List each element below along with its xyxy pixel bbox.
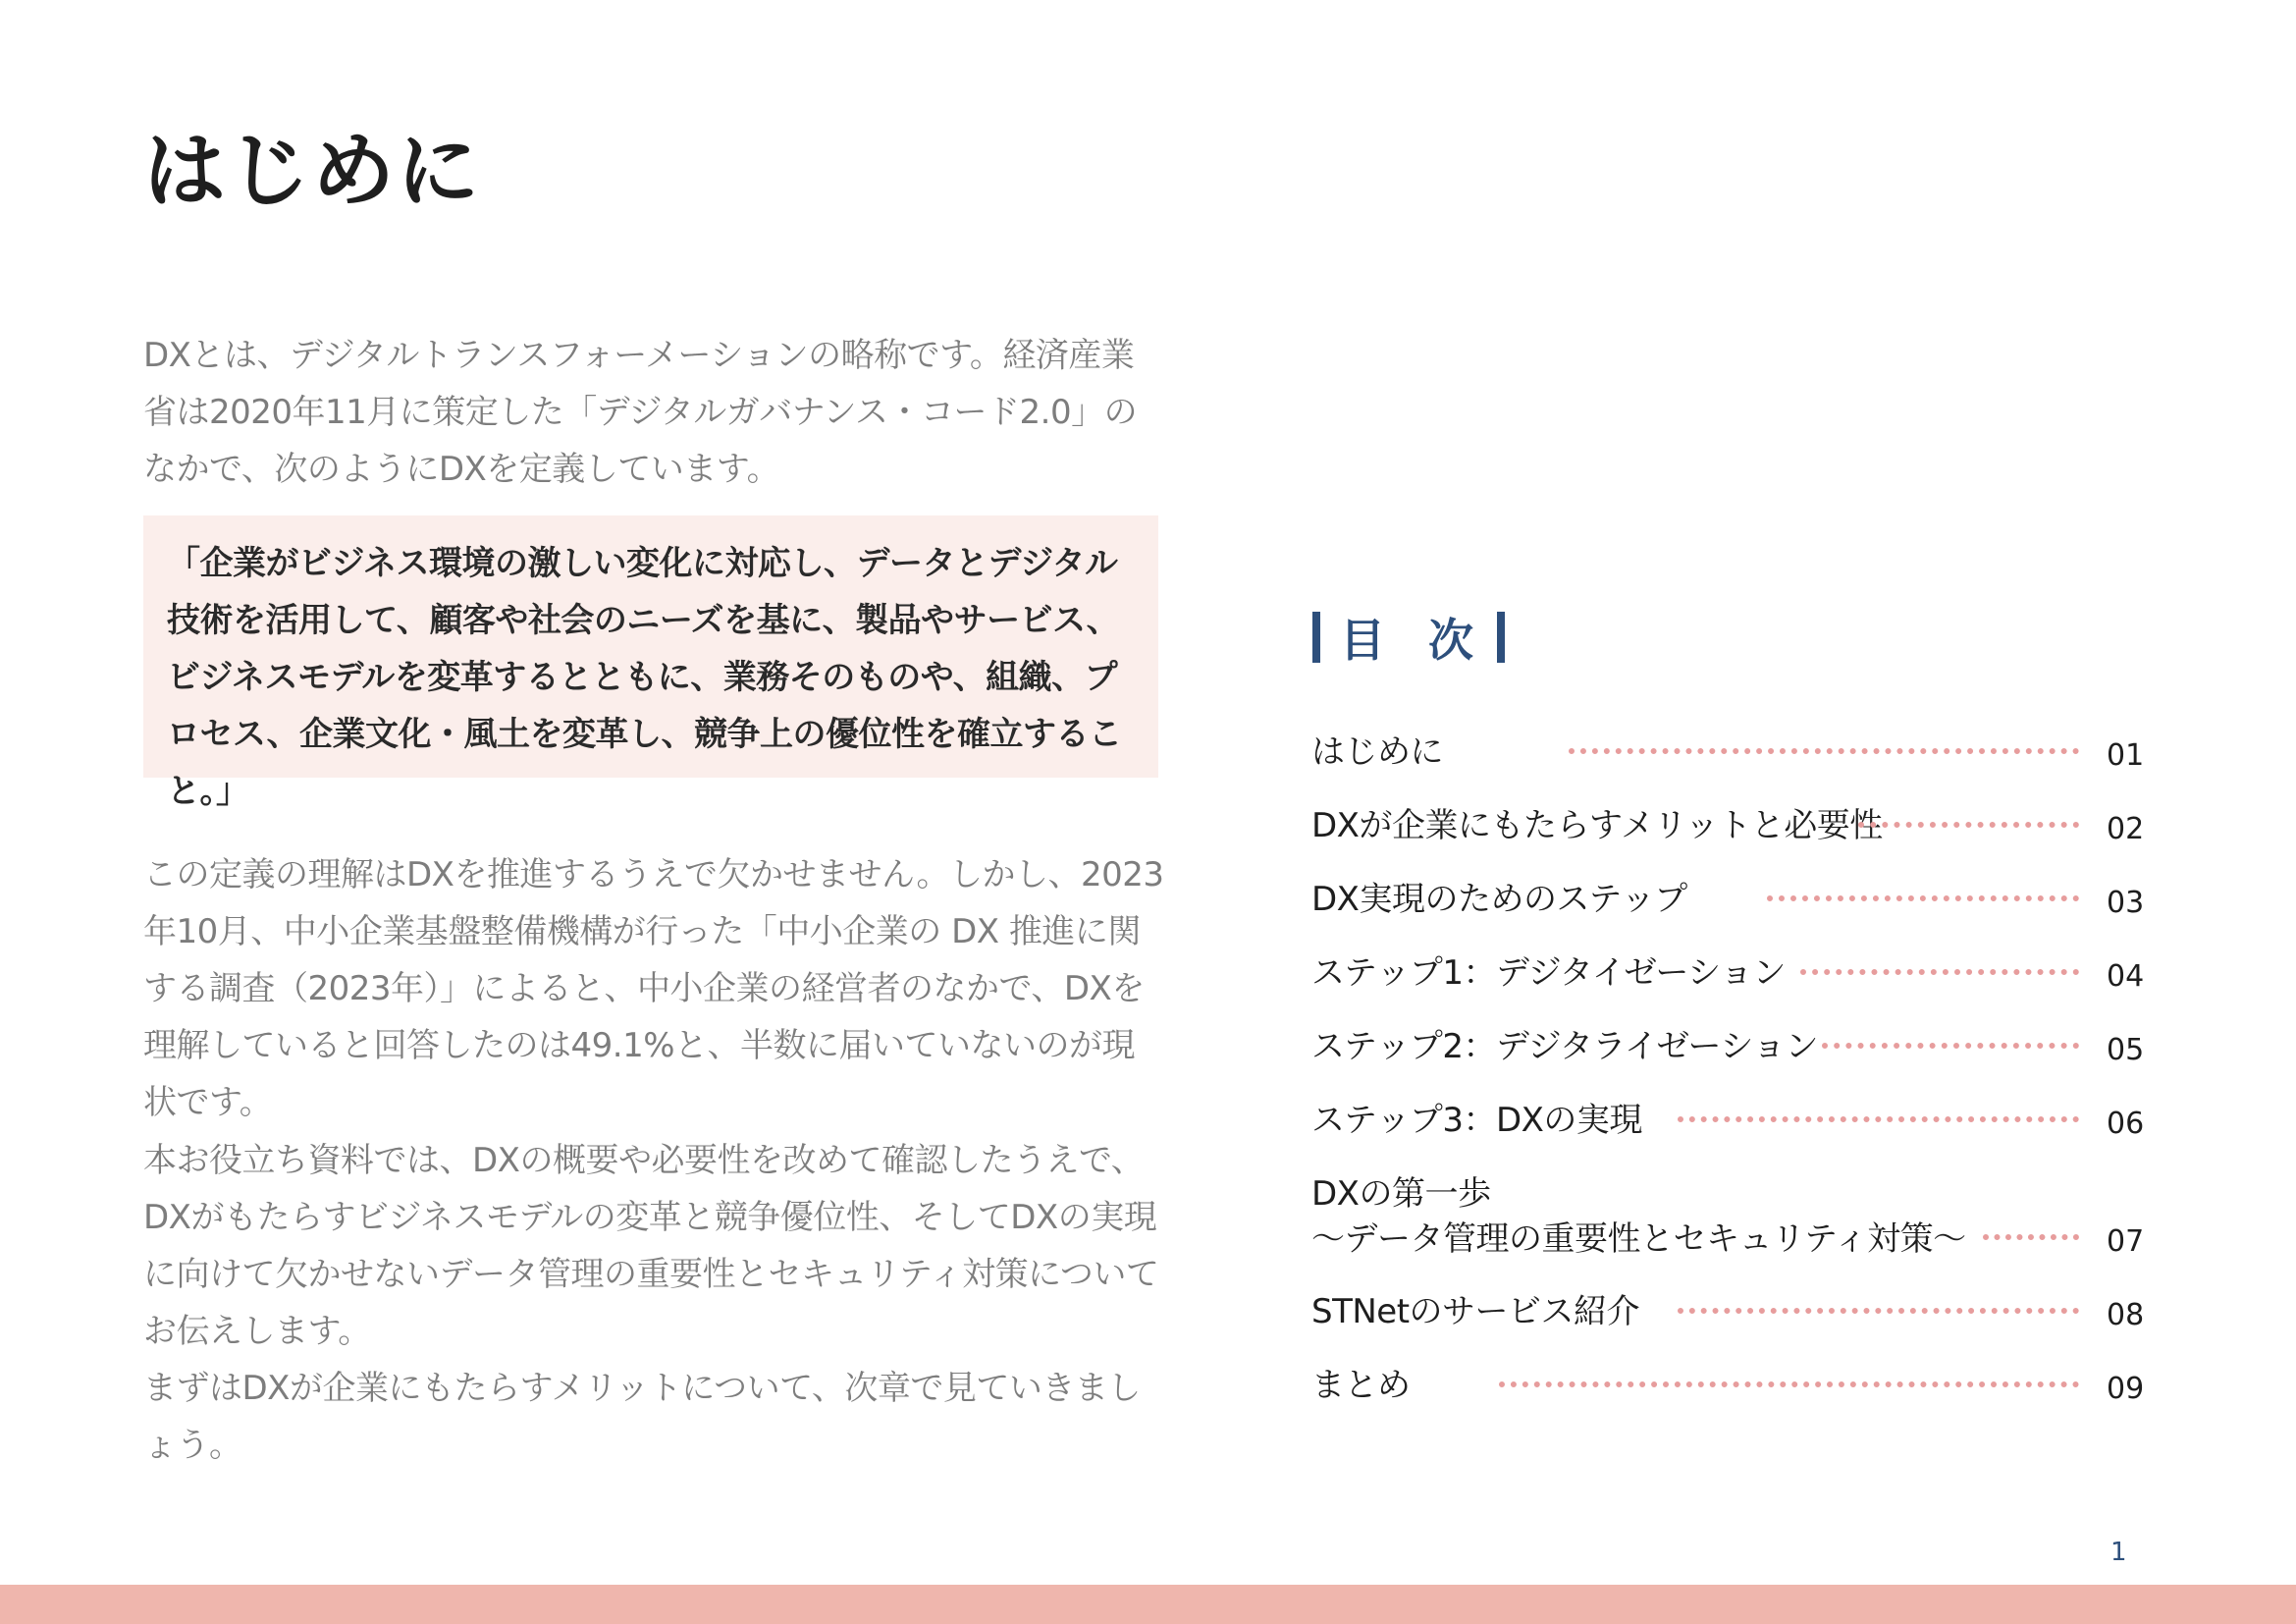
toc-leader-dots: [1767, 895, 2079, 901]
toc-item-page: 08: [2107, 1298, 2145, 1332]
toc-item-label: DXが企業にもたらすメリットと必要性: [1311, 806, 1883, 845]
toc-item-page: 09: [2107, 1372, 2145, 1406]
intro-paragraph-4: まずはDXが企業にもたらすメリットについて、次章で見ていきましょう。: [143, 1369, 1141, 1465]
footer-band: [0, 1585, 2296, 1624]
toc-item-page: 06: [2107, 1107, 2145, 1141]
page-number: 1: [2110, 1538, 2127, 1567]
toc-item-page: 01: [2107, 738, 2145, 773]
toc-heading-text: 目 次: [1340, 614, 1488, 667]
toc-item-page: 04: [2107, 959, 2145, 994]
toc-heading-bar-right: [1497, 612, 1505, 663]
toc-item-page: 07: [2107, 1224, 2145, 1259]
intro-paragraph-3: 本お役立ち資料では、DXの概要や必要性を改めて確認したうえで、DXがもたらすビジネスモデルの変革と競争優位性、そしてDXの実現に向けて欠かせないデータ管理の重要性とセキュリティ対策についてお伝えします。: [143, 1141, 1159, 1351]
toc-item-label: まとめ: [1311, 1366, 1411, 1405]
toc-leader-dots: [1678, 1116, 2079, 1122]
toc-item-label: ステップ2：デジタライゼーション: [1311, 1027, 1819, 1066]
definition-quote: 「企業がビジネス環境の激しい変化に対応し、データとデジタル技術を活用して、顧客や社会のニーズを基に、製品やサービス、ビジネスモデルを変革するとともに、業務そのものや、組織、プロセス、企業文化・風土を変革し、競争上の優位性を確立すること。」: [167, 544, 1122, 811]
toc-leader-dots: [1858, 822, 2079, 828]
toc-leader-dots: [1569, 748, 2079, 754]
toc-item-page: 02: [2107, 812, 2145, 846]
toc-item-page: 03: [2107, 886, 2145, 920]
toc-leader-dots: [1499, 1381, 2079, 1387]
toc-item-label: STNetのサービス紹介: [1311, 1292, 1640, 1331]
toc-heading-bar-left: [1312, 612, 1320, 663]
toc-item-label: DX実現のためのステップ: [1311, 880, 1687, 919]
toc-item-page: 05: [2107, 1033, 2145, 1067]
toc-leader-dots: [1800, 969, 2079, 975]
toc-leader-dots: [1822, 1043, 2079, 1049]
toc-item-label: はじめに: [1311, 732, 1443, 772]
toc-leader-dots: [1983, 1234, 2079, 1240]
definition-quote-box: [143, 515, 1158, 811]
toc-item-label: DXの第一歩 ～データ管理の重要性とセキュリティ対策～: [1311, 1174, 1966, 1259]
toc-heading: [1312, 610, 1505, 665]
page-title: はじめに: [143, 123, 482, 219]
toc-item-label: ステップ1：デジタイゼーション: [1311, 953, 1786, 993]
toc-leader-dots: [1678, 1308, 2079, 1314]
toc-item-label: ステップ3：DXの実現: [1311, 1101, 1642, 1140]
intro-paragraph-2: この定義の理解はDXを推進するうえで欠かせません。しかし、2023年10月、中小企業基盤整備機構が行った「中小企業の DX 推進に関する調査（2023年）」によると、中小企業の経営者のなかで、DXを理解していると回答したのは49.1%と、半数に届いていないのが現状です。: [143, 855, 1164, 1122]
intro-paragraph-1: DXとは、デジタルトランスフォーメーションの略称です。経済産業省は2020年11月に策定した「デジタルガバナンス・コード2.0」のなかで、次のようにDXを定義しています。: [143, 336, 1138, 489]
